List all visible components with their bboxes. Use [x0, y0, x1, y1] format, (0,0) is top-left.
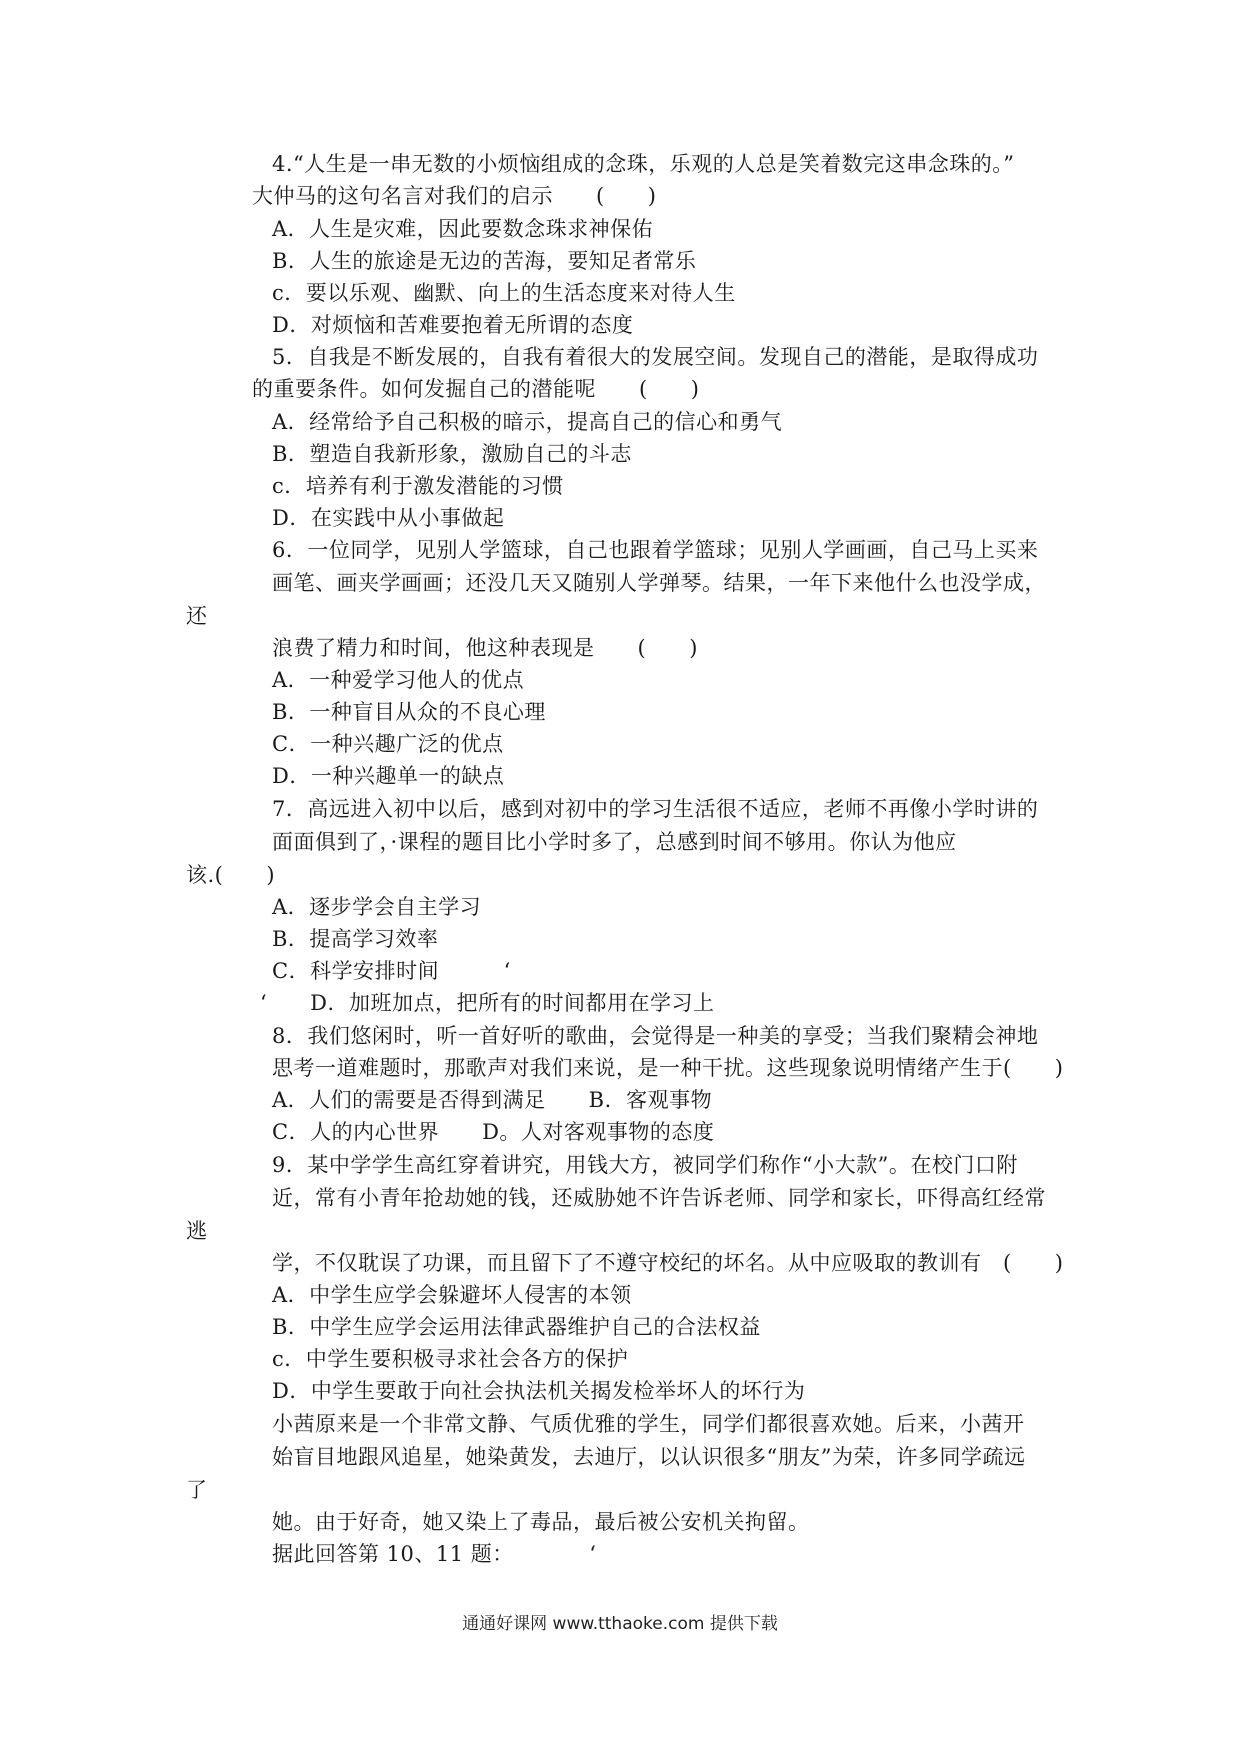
q6-option-d: D．一种兴趣单一的缺点: [272, 764, 505, 788]
passage-line-1: 小茜原来是一个非常文静、气质优雅的学生，同学们都很喜欢她。后来，小茜开: [272, 1412, 1025, 1436]
q6-stem-line-1: 6．一位同学，见别人学篮球，自己也跟着学篮球；见别人学画画，自己马上买来: [272, 538, 1039, 562]
q7-option-c: C．科学安排时间 ‘: [272, 959, 511, 983]
q6-option-a: A．一种爱学习他人的优点: [272, 668, 525, 692]
q9-option-d: D．中学生要敢于向社会执法机关揭发检举坏人的坏行为: [272, 1379, 806, 1403]
passage-line-4: 她。由于好奇，她又染上了毒品，最后被公安机关拘留。: [272, 1510, 810, 1534]
q9-stem-line-1: 9．某中学学生高红穿着讲究，用钱大方，被同学们称作“小大款”。在校门口附: [272, 1153, 1018, 1177]
q5-option-a: A．经常给予自己积极的暗示，提高自己的信心和勇气: [272, 410, 783, 434]
q6-option-c: C．一种兴趣广泛的优点: [272, 732, 504, 756]
q9-option-b: B．中学生应学会运用法律武器维护自己的合法权益: [272, 1315, 761, 1339]
q4-option-d: D．对烦恼和苦难要抱着无所谓的态度: [272, 313, 634, 337]
q9-option-a: A．中学生应学会躲避坏人侵害的本领: [272, 1283, 632, 1307]
q6-stem-line-2: 画笔、画夹学画画；还没几天又随别人学弹琴。结果，一年下来他什么也没学成，: [272, 571, 1046, 595]
q5-stem-line-2: 的重要条件。如何发掘自己的潜能呢 ( ): [252, 377, 700, 401]
q4-option-b: B．人生的旅途是无边的苦海，要知足者常乐: [272, 249, 697, 273]
q9-option-c: c．中学生要积极寻求社会各方的保护: [272, 1347, 629, 1371]
q9-stem-line-2: 近，常有小青年抢劫她的钱，还威胁她不许告诉老师、同学和家长，吓得高红经常: [272, 1186, 1046, 1210]
q7-stem-line-3: 该.( ): [186, 863, 276, 887]
q4-stem-line-2: 大仲马的这句名言对我们的启示 ( ): [252, 184, 657, 208]
q4-option-c: c．要以乐观、幽默、向上的生活态度来对待人生: [272, 281, 736, 305]
q9-stem-line-3: 逃: [186, 1219, 208, 1243]
q5-stem-line-1: 5．自我是不断发展的，自我有着很大的发展空间。发现自己的潜能，是取得成功: [272, 345, 1039, 369]
passage-line-3: 了: [186, 1478, 208, 1502]
q8-options-line-1: A．人们的需要是否得到满足 B．客观事物: [272, 1088, 713, 1112]
q6-stem-line-4: 浪费了精力和时间，他这种表现是 ( ): [272, 636, 698, 660]
q8-stem-line-1: 8．我们悠闲时，听一首好听的歌曲，会觉得是一种美的享受；当我们聚精会神地: [272, 1024, 1039, 1048]
q5-option-b: B．塑造自我新形象，激励自己的斗志: [272, 442, 632, 466]
q5-option-d: D．在实践中从小事做起: [272, 506, 505, 530]
q7-option-b: B．提高学习效率: [272, 927, 439, 951]
q7-stem-line-1: 7．高远进入初中以后，感到对初中的学习生活很不适应，老师不再像小学时讲的: [272, 797, 1039, 821]
q4-stem-line-1: 4.“人生是一串无数的小烦恼组成的念珠，乐观的人总是笑着数完这串念珠的。”: [272, 152, 1015, 176]
q4-option-a: A．人生是灾难，因此要数念珠求神保佑: [272, 217, 654, 241]
q8-stem-line-2: 思考一道难题时，那歌声对我们来说，是一种干扰。这些现象说明情绪产生于( ): [272, 1056, 1064, 1080]
q5-option-c: c．培养有利于激发潜能的习惯: [272, 474, 564, 498]
q9-stem-line-4: 学，不仅耽误了功课，而且留下了不遵守校纪的坏名。从中应吸取的教训有 ( ): [272, 1251, 1064, 1275]
q6-option-b: B．一种盲目从众的不良心理: [272, 700, 546, 724]
q7-option-d: ‘ D．加班加点，把所有的时间都用在学习上: [260, 991, 715, 1015]
q7-option-a: A．逐步学会自主学习: [272, 895, 482, 919]
passage-line-2: 始盲目地跟风追星，她染黄发，去迪厅，以认识很多“朋友”为荣，许多同学疏远: [272, 1445, 1026, 1469]
q6-stem-line-3: 还: [186, 604, 208, 628]
passage-line-5: 据此回答第 10、11 题： ‘: [272, 1542, 597, 1566]
q8-options-line-2: C．人的内心世界 D。人对客观事物的态度: [272, 1120, 715, 1144]
page-footer: 通通好课网 www.tthaoke.com 提供下载: [462, 1614, 778, 1634]
q7-stem-line-2: 面面俱到了，·课程的题目比小学时多了，总感到时间不够用。你认为他应: [272, 830, 957, 854]
